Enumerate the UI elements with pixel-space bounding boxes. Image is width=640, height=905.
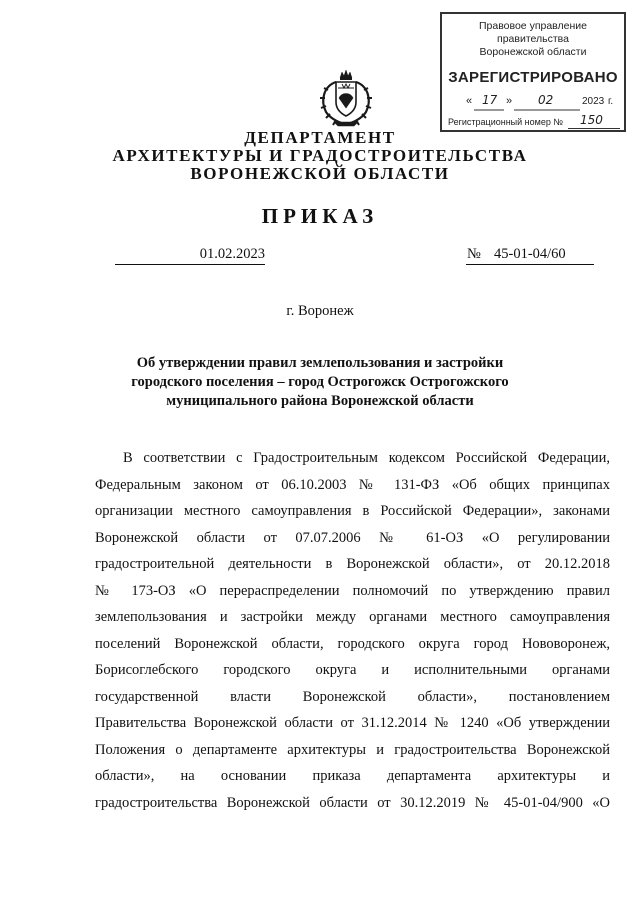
- department-title-line3: ВОРОНЕЖСКОЙ ОБЛАСТИ: [190, 164, 450, 183]
- body-line: градостроительства Воронежской области от 30.12.2019 № 45-01-04/900 «О: [95, 794, 610, 811]
- stamp-number: 150: [580, 113, 603, 127]
- body-line: Федеральным законом от 06.10.2003 № 131-ФЗ «Об общих принципах: [95, 476, 610, 493]
- body-line: градостроительной деятельности в Воронежской области», от 20.12.2018: [95, 556, 610, 572]
- body-line: области», на основании приказа департамента архитектуры и: [95, 768, 610, 784]
- coat-of-arms-icon: [314, 68, 378, 128]
- department-title-line1: ДЕПАРТАМЕНТ: [244, 128, 396, 147]
- order-number-sign: №: [467, 246, 481, 262]
- order-number-underline: [466, 264, 594, 265]
- body-line: организации местного самоуправления в Российской Федерации», законами: [95, 503, 610, 519]
- body-line: Борисоглебского городского округа и исполнительными органами: [95, 662, 610, 678]
- body-line: Воронежской области от 07.07.2006 № 61-ОЗ «О регулировании: [95, 529, 610, 546]
- order-date: 01.02.2023: [199, 246, 265, 262]
- body-line: В соответствии с Градостроительным кодексом Российской Федерации,: [123, 450, 610, 466]
- subject-line3: муниципального района Воронежской области: [166, 393, 474, 409]
- body-line: государственной власти Воронежской области», постановлением: [95, 688, 610, 705]
- stamp-year: 2023: [582, 96, 605, 107]
- stamp-org-line1: Правовое управление правительства: [478, 20, 587, 45]
- stamp-day: 17: [482, 93, 498, 107]
- stamp-number-label: Регистрационный номер №: [448, 117, 564, 127]
- subject-line1: Об утверждении правил землепользования и застройки: [136, 355, 504, 371]
- department-title-line2: АРХИТЕКТУРЫ И ГРАДОСТРОИТЕЛЬСТВА: [112, 146, 528, 165]
- body-line: № 173-ОЗ «О перераспределении полномочий по утверждению правил: [95, 582, 610, 599]
- document-type: ПРИКАЗ: [261, 204, 379, 228]
- body-line: Положения о департаменте архитектуры и градостроительства Воронежской: [95, 741, 610, 758]
- body-line: Правительства Воронежской области от 31.12.2014 № 1240 «Об утверждении: [95, 715, 610, 731]
- stamp-org-line2: Воронежской области: [479, 46, 587, 58]
- subject-line2: городского поселения – город Острогожск Острогожского: [131, 374, 509, 390]
- stamp-month: 02: [538, 93, 554, 107]
- stamp-organization: [442, 20, 624, 59]
- order-subject: [120, 354, 520, 411]
- stamp-registered-label: ЗАРЕГИСТРИРОВАНО: [448, 69, 618, 86]
- order-city: г. Воронеж: [286, 303, 354, 319]
- stamp-date-row: « 17 » 02 2023 г.: [452, 97, 622, 113]
- body-line: землепользования и застройки между органами местного самоуправления: [95, 609, 610, 625]
- body-text: [95, 445, 610, 816]
- registration-stamp: [440, 12, 626, 132]
- body-line: поселений Воронежской области, городского округа город Нововоронеж,: [95, 635, 610, 652]
- order-date-underline: [115, 264, 265, 265]
- order-number: 45-01-04/60: [494, 246, 566, 262]
- stamp-year-suffix: г.: [608, 96, 614, 107]
